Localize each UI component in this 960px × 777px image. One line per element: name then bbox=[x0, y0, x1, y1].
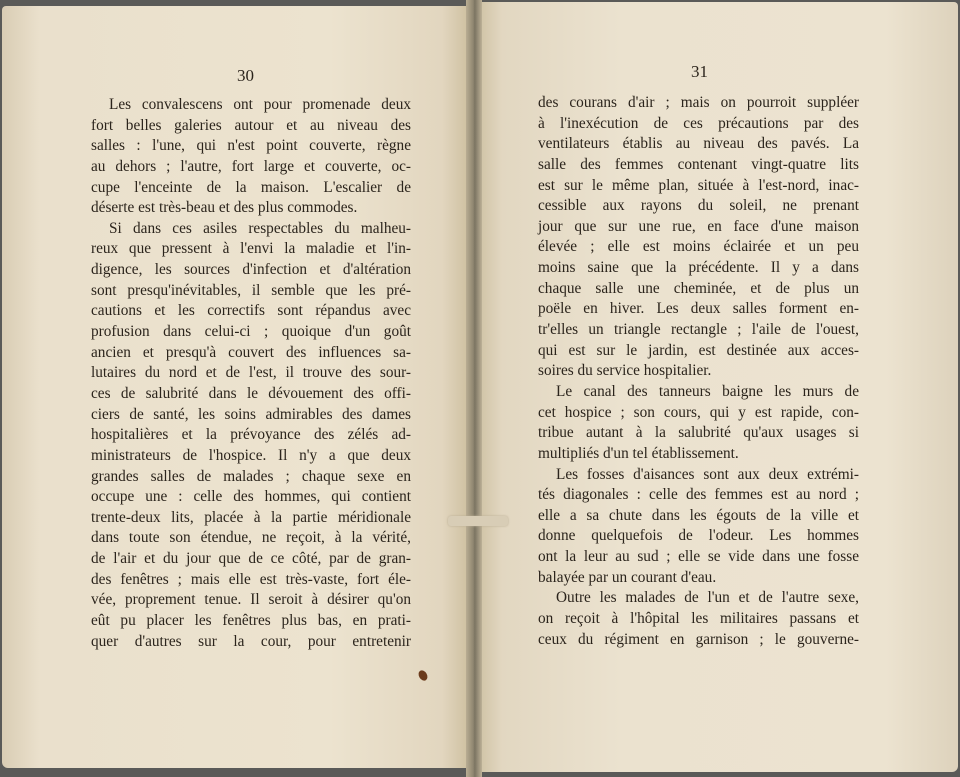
text-line: profusion dans celui-ci ; quoique d'un goût bbox=[91, 323, 411, 341]
text-line: tés diagonales : celle des femmes est au nord ; bbox=[538, 486, 859, 504]
text-line: Les fosses d'aisances sont aux deux extrémi- bbox=[556, 465, 859, 483]
text-line: de l'air et du jour que de ce côté, par de gran- bbox=[91, 550, 411, 568]
text-line: tribue autant à la salubrité qu'aux usages si bbox=[538, 424, 859, 442]
text-line: multipliés d'un tel établissement. bbox=[538, 444, 739, 462]
text-line: tr'elles un triangle rectangle ; l'aile de l'ouest, bbox=[538, 321, 859, 339]
text-line: au dehors ; l'autre, fort large et couverte, oc- bbox=[91, 157, 411, 175]
text-line: salle des femmes contenant vingt-quatre lits bbox=[538, 155, 859, 173]
text-line: occupe une : celle des hommes, qui contient bbox=[91, 488, 411, 506]
text-line: ministrateurs de l'hospice. Il n'y a que deux bbox=[91, 446, 411, 464]
text-line: dans toute son étendue, ne reçoit, à la vérité, bbox=[91, 529, 411, 547]
text-line: sont presqu'inévitables, il semble que les pré- bbox=[91, 281, 411, 299]
text-line: cautions et les correctifs sont répandus avec bbox=[91, 302, 411, 320]
right-page bbox=[478, 2, 958, 772]
text-line: donne quelquefois de l'odeur. Les hommes bbox=[538, 527, 859, 545]
text-line: soires du service hospitalier. bbox=[538, 362, 712, 380]
text-line: moins saine que la précédente. Il y a dans bbox=[538, 259, 859, 277]
text-line: des fenêtres ; mais elle est très-vaste, fort éle- bbox=[91, 570, 411, 588]
text-line: Les convalescens ont pour promenade deux bbox=[109, 96, 411, 113]
text-line: ceux du régiment en garnison ; le gouverne- bbox=[538, 630, 859, 648]
text-line: ventilateurs établis au niveau des pavés. La bbox=[538, 135, 859, 153]
text-line: poële en hiver. Les deux salles forment en- bbox=[538, 300, 859, 318]
text-line: digence, les sources d'infection et d'altération bbox=[91, 261, 411, 279]
text-line: Si dans ces asiles respectables du malheu- bbox=[109, 219, 411, 237]
text-line: jour que sur une rue, en face d'une maison bbox=[538, 217, 859, 235]
text-line: lutaires du nord et de l'est, il trouve des sour- bbox=[91, 364, 411, 382]
text-line: à l'inexécution de ces précautions par des bbox=[538, 114, 859, 132]
text-line: vée, proprement tenue. Il seroit à désirer qu'on bbox=[91, 591, 411, 609]
page-number: 31 bbox=[691, 62, 708, 81]
text-line: elle a sa chute dans les égouts de la ville et bbox=[538, 506, 859, 524]
text-line: quer d'autres sur la cour, pour entretenir bbox=[91, 632, 411, 650]
text-line: grandes salles de malades ; chaque sexe en bbox=[91, 467, 411, 485]
text-line: cessible aux rayons du soleil, ne prenant bbox=[538, 197, 859, 215]
text-line: on reçoit à l'hôpital les militaires passans et bbox=[538, 610, 859, 628]
text-line: salles : l'une, qui n'est point couverte, règne bbox=[91, 137, 411, 155]
page-text bbox=[91, 95, 411, 652]
text-line: chaque salle une cheminée, et de plus un bbox=[538, 279, 859, 297]
text-line: déserte est très-beau et des plus commodes. bbox=[91, 199, 358, 217]
text-line: eût pu placer les fenêtres plus bas, en prati- bbox=[91, 612, 411, 630]
text-line: ciers de santé, les soins admirables des dames bbox=[91, 405, 411, 423]
text-line: cet hospice ; son cours, qui y est rapide, con- bbox=[538, 403, 859, 421]
left-page bbox=[2, 6, 470, 768]
text-line: cupe l'enceinte de la maison. L'escalier de bbox=[91, 178, 411, 196]
text-line: Outre les malades de l'un et de l'autre sexe, bbox=[556, 589, 859, 607]
page-text bbox=[538, 93, 859, 650]
page-number: 30 bbox=[237, 66, 254, 85]
text-line: ces de salubrité dans le dévouement des offi- bbox=[91, 384, 411, 402]
text-line: reux que pressent à l'envi la maladie et l'in- bbox=[91, 240, 411, 258]
book-gutter bbox=[466, 0, 482, 777]
text-line: élevée ; elle est moins éclairée et un peu bbox=[538, 238, 859, 256]
binding-thread bbox=[448, 516, 508, 526]
text-line: ancien et presqu'à couvert des influences sa- bbox=[91, 343, 411, 361]
ink-stain bbox=[417, 669, 429, 683]
text-line: qui est sur le jardin, est destinée aux acces- bbox=[538, 341, 859, 359]
text-line: ont la leur au sud ; elle se vide dans une fosse bbox=[538, 548, 859, 566]
text-line: Le canal des tanneurs baigne les murs de bbox=[556, 382, 859, 400]
text-line: balayée par un courant d'eau. bbox=[538, 568, 717, 586]
text-line: fort belles galeries autour et au niveau des bbox=[91, 116, 411, 134]
text-line: des courans d'air ; mais on pourroit suppléer bbox=[538, 94, 859, 111]
text-line: trente-deux lits, placée à la partie méridionale bbox=[91, 508, 411, 526]
text-line: hospitalières et la prévoyance des zélés ad- bbox=[91, 426, 411, 444]
text-line: est sur le même plan, située à l'est-nord, inac- bbox=[538, 176, 859, 194]
